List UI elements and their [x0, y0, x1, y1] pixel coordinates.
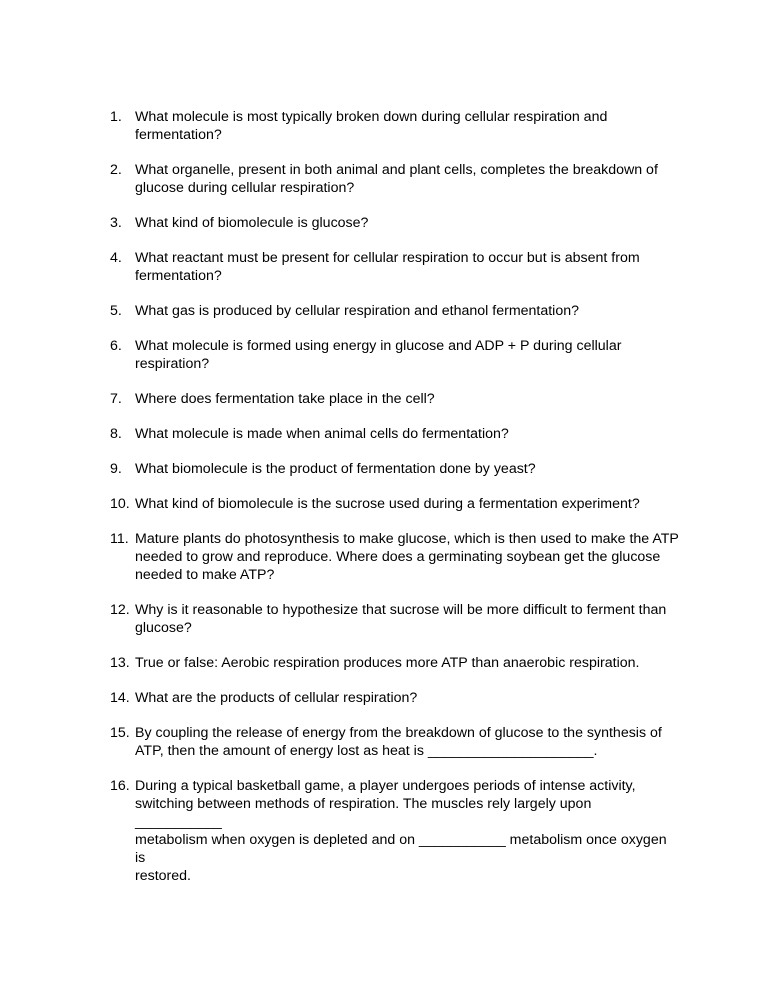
question-item [110, 777, 680, 885]
question-text: Mature plants do photosynthesis to make glucose, which is then used to make the ATP needed to grow and reproduce. Where does a germinating soybean get the glucose needed to make ATP? [135, 531, 679, 583]
question-item [110, 689, 680, 707]
question-text: What gas is produced by cellular respiration and ethanol fermentation? [135, 303, 580, 319]
question-number: 8. [110, 426, 122, 442]
question-text: What molecule is formed using energy in glucose and ADP + P during cellular respiration? [135, 338, 622, 372]
question-number: 10. [110, 496, 130, 512]
question-item [110, 337, 680, 373]
question-item [110, 390, 680, 408]
question-text: What kind of biomolecule is glucose? [135, 215, 369, 231]
question-text: What molecule is made when animal cells do fermentation? [135, 426, 509, 442]
question-text: What are the products of cellular respiration? [135, 690, 418, 706]
question-item [110, 724, 680, 760]
question-item [110, 302, 680, 320]
question-list [110, 108, 680, 902]
question-text: Why is it reasonable to hypothesize that sucrose will be more difficult to ferment than glucose? [135, 602, 667, 636]
question-number: 13. [110, 655, 130, 671]
question-number: 5. [110, 303, 122, 319]
question-number: 2. [110, 162, 122, 178]
question-text: What reactant must be present for cellular respiration to occur but is absent from fermentation? [135, 250, 640, 284]
question-item [110, 460, 680, 478]
question-number: 7. [110, 391, 122, 407]
question-number: 3. [110, 215, 122, 231]
question-number: 15. [110, 725, 130, 741]
question-number: 9. [110, 461, 122, 477]
question-number: 14. [110, 690, 130, 706]
question-text: What biomolecule is the product of fermentation done by yeast? [135, 461, 536, 477]
question-item [110, 530, 680, 584]
question-item [110, 161, 680, 197]
question-number: 6. [110, 338, 122, 354]
question-number: 11. [110, 531, 129, 547]
question-number: 1. [110, 109, 122, 125]
question-item [110, 249, 680, 285]
question-item [110, 214, 680, 232]
question-text: True or false: Aerobic respiration produces more ATP than anaerobic respiration. [135, 655, 640, 671]
question-number: 12. [110, 602, 130, 618]
question-text: During a typical basketball game, a player undergoes periods of intense activity, switching between methods of respiration. The muscles rely largely upon ___________ metabolism when oxygen is depleted and on ___________ metabolism once oxygen is restored. [135, 778, 667, 884]
question-item [110, 601, 680, 637]
question-text: By coupling the release of energy from the breakdown of glucose to the synthesis of ATP, then the amount of energy lost as heat is _____________________. [135, 725, 662, 759]
question-number: 4. [110, 250, 122, 266]
question-text: What kind of biomolecule is the sucrose used during a fermentation experiment? [135, 496, 640, 512]
question-text: What organelle, present in both animal and plant cells, completes the breakdown of glucose during cellular respiration? [135, 162, 658, 196]
question-item [110, 495, 680, 513]
question-item [110, 425, 680, 443]
question-item [110, 108, 680, 144]
question-text: Where does fermentation take place in the cell? [135, 391, 435, 407]
question-item [110, 654, 680, 672]
question-number: 16. [110, 778, 130, 794]
question-text: What molecule is most typically broken down during cellular respiration and fermentation? [135, 109, 608, 143]
